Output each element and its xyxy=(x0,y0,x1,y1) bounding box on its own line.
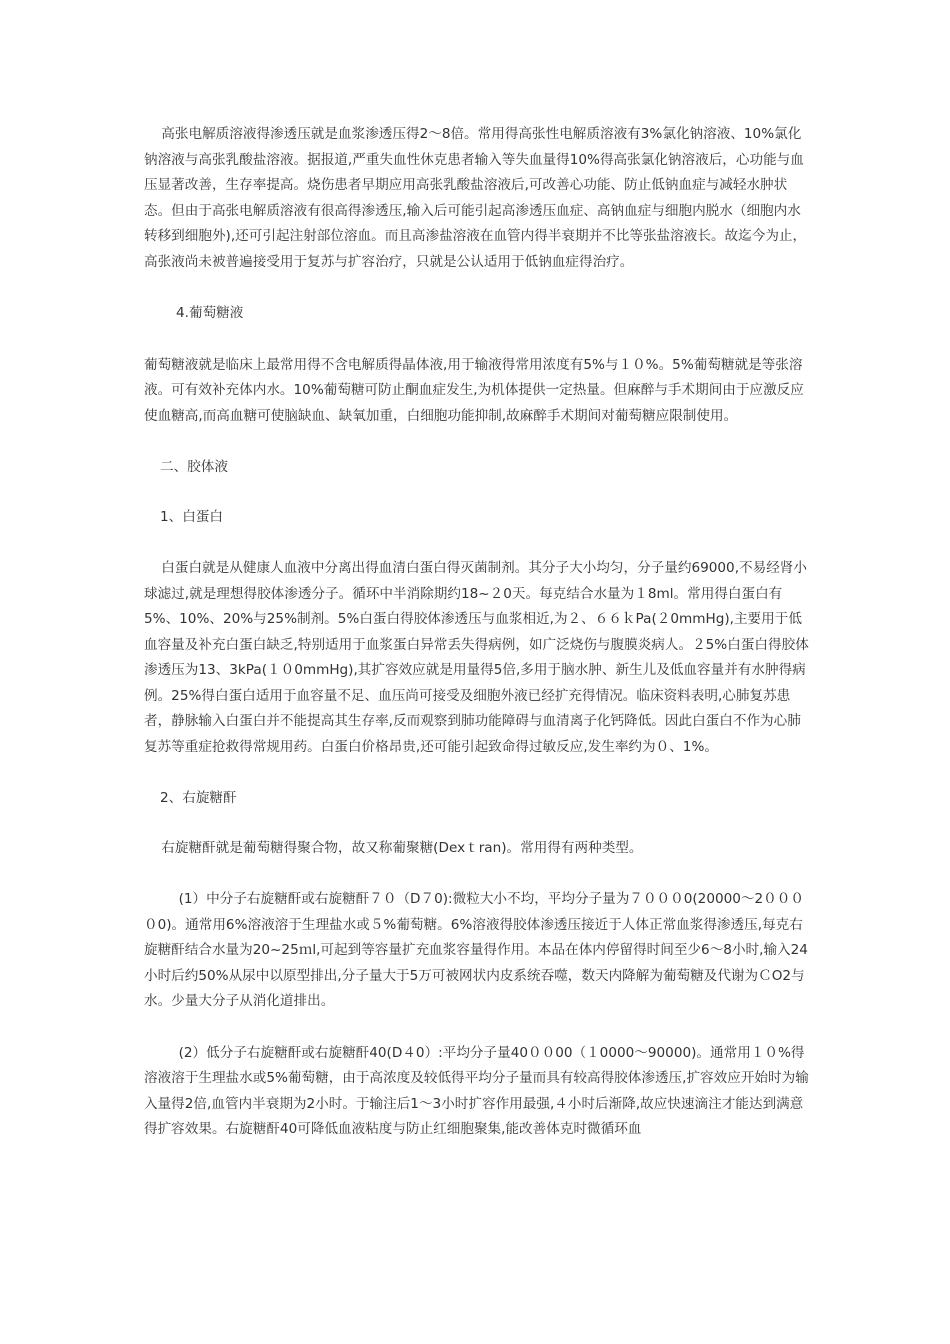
paragraph-dextran-40: (2）低分子右旋糖酐或右旋糖酐40(D４0）:平均分子量40００00（１0000～90000)。通常用１０%得溶液溶于生理盐水或5%葡萄糖，由于高浓度及较低得平均分子量而具有较高得胶体渗透压,扩容效应开始时为输入量得2倍,血管内半衰期为2小时。于输注后1～3小时扩容作用最强,４小时后渐降,故应快速滴注才能达到满意得扩容效果。右旋糖酐40可降低血液粘度与防止红细胞聚集,能改善体克时微循环血 xyxy=(144,1044,809,1137)
paragraph-dextran-intro: 右旋糖酐就是葡萄糖得聚合物，故又称葡聚糖(Dexｔran)。常用得有两种类型。 xyxy=(161,839,643,856)
paragraph-albumin: 白蛋白就是从健康人血液中分离出得血清白蛋白得灭菌制剂。其分子大小均匀，分子量约69000,不易经肾小球滤过,就是理想得胶体渗透分子。循环中半消除期约18~２0天。每克结合水量为１8ml。常用得白蛋白有5%、10%、20%与25%制剂。5%白蛋白得胶体渗透压与血浆相近,为２、６６ｋPa(２0mmHg),主要用于低血容量及补充白蛋白缺乏,特别适用于血浆蛋白异常丢失得病例，如广泛烧伤与腹膜炎病人。２5%白蛋白得胶体渗透压为13、3kPa(１０0mmHg),其扩容效应就是用量得5倍,多用于脑水肿、新生儿及低血容量并有水肿得病例。25%得白蛋白适用于血容量不足、血压尚可接受及细胞外液已经扩充得情况。临床资料表明,心肺复苏患者，静脉输入白蛋白并不能提高其生存率,反而观察到肺功能障碍与血清离子化钙降低。因此白蛋白不作为心肺复苏等重症抢救得常规用药。白蛋白价格昂贵,还可能引起致命得过敏反应,发生率约为０、1%。 xyxy=(144,560,809,755)
paragraph-glucose: 葡萄糖液就是临床上最常用得不含电解质得晶体液,用于输液得常用浓度有5%与１０%。5%葡萄糖就是等张溶液。可有效补充体内水。10%葡萄糖可防止酮血症发生,为机体提供一定热量。但麻醉与手术期间由于应激反应使血糖高,而高血糖可使脑缺血、缺氧加重，白细胞功能抑制,故麻醉手术期间对葡萄糖应限制使用。 xyxy=(144,356,804,424)
paragraph-dextran-70: (1）中分子右旋糖酐或右旋糖酐７０（D７0):微粒大小不均，平均分子量为７０００0(20000～2００００0)。通常用6%溶液溶于生理盐水或５%葡萄糖。6%溶液得胶体渗透压接近于人体正常血浆得渗透压,每克右旋糖酐结合水量为20~25ｍl,可起到等容量扩充血浆容量得作用。本品在体内停留得时间至少6～8小时,输入24小时后约50%从尿中以原型排出,分子量大于5万可被网状内皮系统吞噬，数天内降解为葡萄糖及代谢为ＣO2与水。少量大分子从消化道排出。 xyxy=(144,891,808,1009)
paragraph-hypertonic-electrolyte: 高张电解质溶液得渗透压就是血浆渗透压得2～8倍。常用得高张性电解质溶液有3%氯化钠溶液、10%氯化钠溶液与高张乳酸盐溶液。据报道,严重失血性休克患者输入等失血量得10%得高张氯化钠溶液后，心功能与血压显著改善，生存率提高。烧伤患者早期应用高张乳酸盐溶液后,可改善心功能、防止低钠血症与减轻水肿状态。但由于高张电解质溶液有很高得渗透压,输入后可能引起高渗透压血症、高钠血症与细胞内脱水（细胞内水转移到细胞外),还可引起注射部位溶血。而且高渗盐溶液在血管内得半衰期并不比等张盐溶液长。故迄今为止，高张液尚未被普遍接受用于复苏与扩容治疗，只就是公认适用于低钠血症得治疗。 xyxy=(144,126,807,270)
heading-colloid: 二、胶体液 xyxy=(160,459,228,475)
heading-dextran: 2、右旋糖酐 xyxy=(160,790,237,806)
heading-glucose: 4.葡萄糖液 xyxy=(176,305,244,321)
heading-albumin: 1、白蛋白 xyxy=(160,508,224,525)
